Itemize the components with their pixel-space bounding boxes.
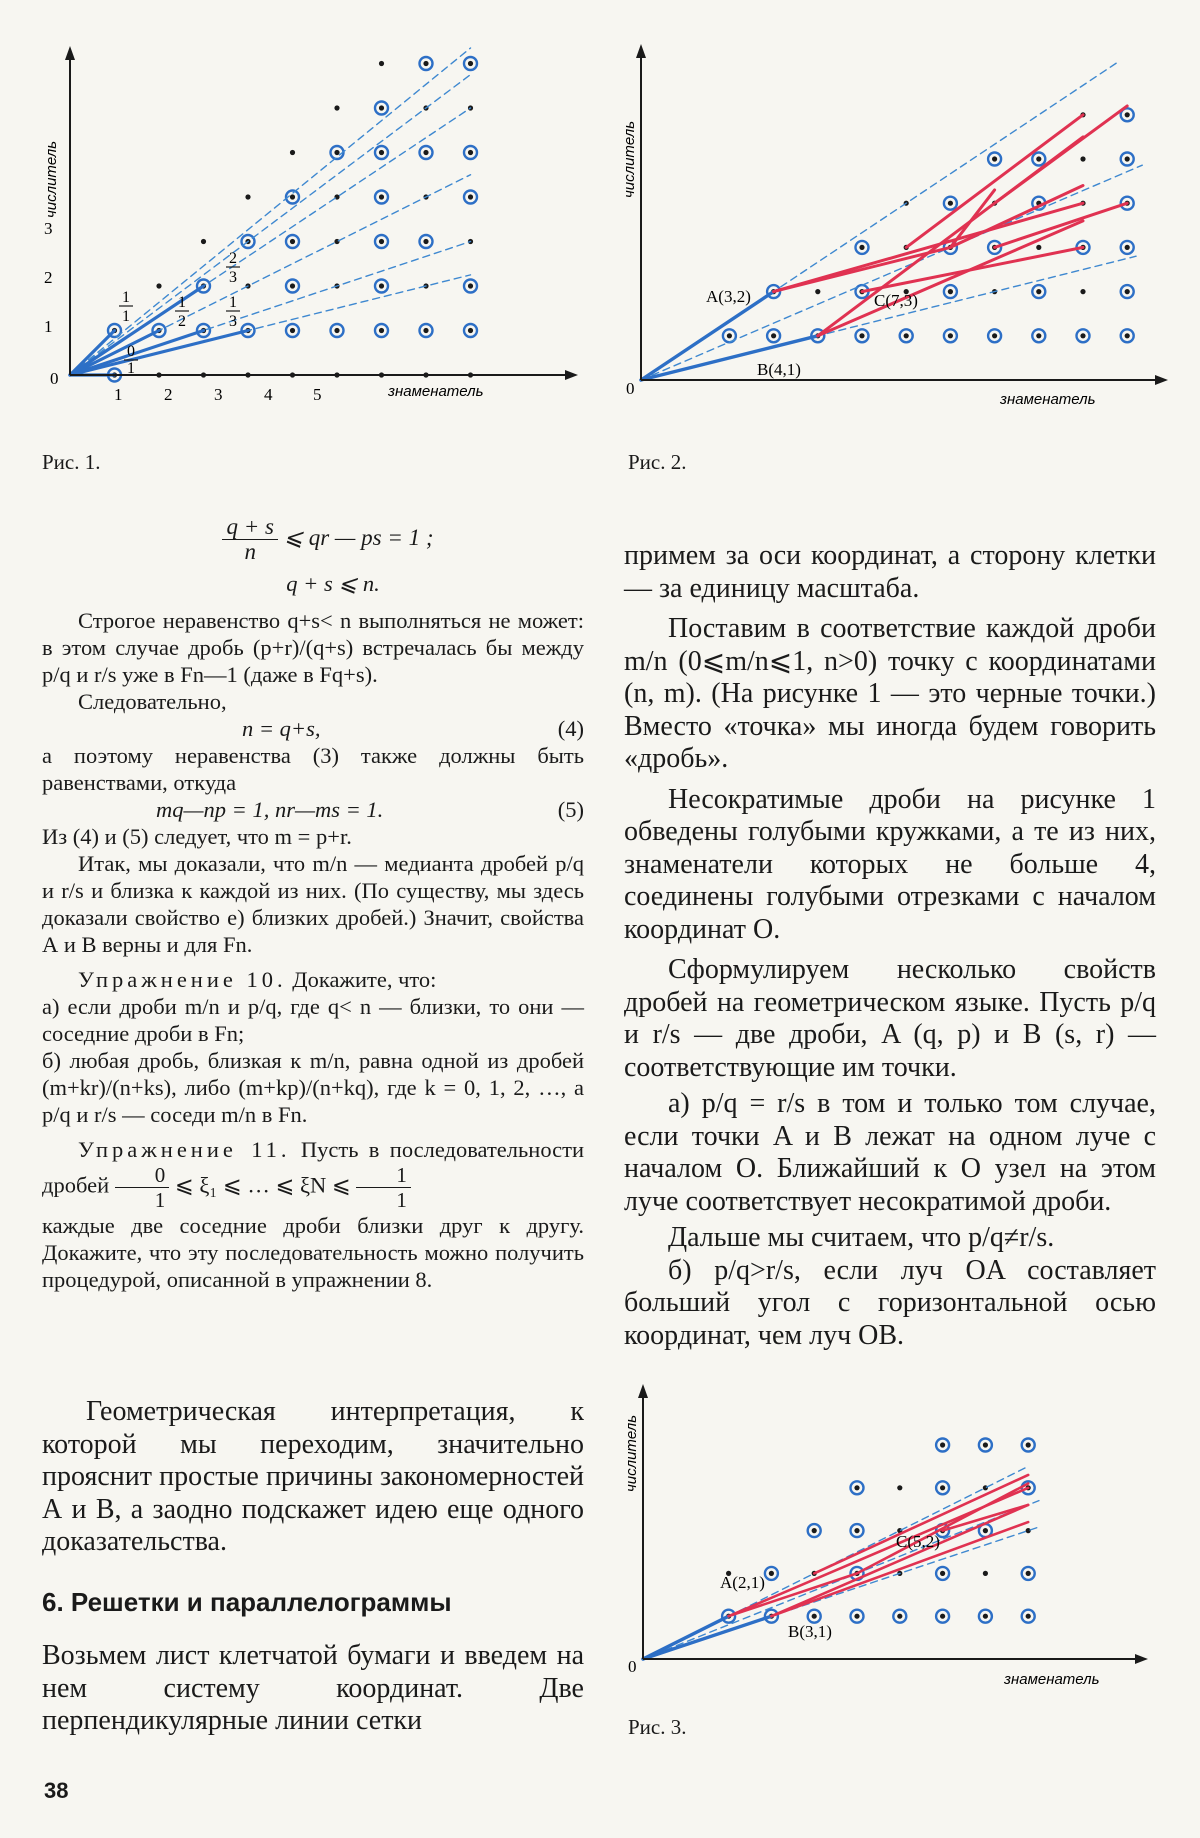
lattice-point: [290, 194, 295, 199]
lattice-point: [1080, 333, 1085, 338]
y-axis-arrow-icon: [638, 1384, 648, 1398]
frac-0-1-den: 1: [127, 360, 135, 377]
y-axis-label: числитель: [43, 140, 60, 218]
red-segment: [771, 1505, 1028, 1616]
red-segment: [814, 1475, 1028, 1573]
lattice-point: [334, 328, 339, 333]
lattice-point: [1080, 289, 1085, 294]
lattice-point: [940, 1442, 945, 1447]
point-c-label: C(7,3): [874, 291, 918, 310]
lattice-point: [423, 61, 428, 66]
exercise-10-a: а) если дроби m/n и p/q, где q< n — близки, то они — соседние дроби в Fn;: [42, 994, 584, 1046]
y-tick-1: 1: [44, 317, 53, 336]
lattice-point: [379, 61, 384, 66]
origin-label: 0: [50, 369, 59, 388]
point-c-label: C(5,2): [896, 1532, 940, 1551]
x-tick-5: 5: [313, 385, 322, 404]
frac-1-3-num: 1: [229, 294, 237, 311]
paragraph: а) p/q = r/s в том и только том случае, если точки A и B лежат на одном луче с началом O. Ближайший к O узел на этом луче соответствует несократимой дроби.: [624, 1088, 1156, 1217]
equation-1: $\frac{q + s}{n}$ ⩽ qr — ps = 1 ;: [72, 515, 584, 564]
y-tick-3: 3: [44, 219, 53, 238]
lattice-points: [108, 57, 477, 382]
lattice-point: [1026, 1442, 1031, 1447]
lattice-point: [1125, 333, 1130, 338]
lattice-point: [468, 61, 473, 66]
lattice-point: [1036, 156, 1041, 161]
x-tick-1: 1: [114, 385, 123, 404]
lattice-point: [727, 333, 732, 338]
frac-1-1-num: 1: [122, 289, 130, 306]
x-axis-arrow-icon: [565, 370, 578, 380]
figure-1: [30, 38, 590, 418]
frac-2-3-den: 3: [229, 269, 237, 286]
y-axis-arrow-icon: [636, 44, 646, 58]
frac-1-2-num: 1: [178, 294, 186, 311]
paragraph: Несократимые дроби на рисунке 1 обведены голубыми кружками, а те из них, знаменатели которых не больше 4, соединены голубыми отрезками с началом координат O.: [624, 783, 1156, 945]
paragraph: Дальше мы считаем, что p/q≠r/s.: [668, 1222, 1055, 1253]
parallelogram-lines: [641, 62, 1142, 380]
lattice-points: [722, 1439, 1035, 1623]
x-tick-2: 2: [164, 385, 173, 404]
left-column-final: [42, 1640, 584, 1738]
lattice-point: [1125, 112, 1130, 117]
paragraph: примем за оси координат, а сторону клетки — за единицу масштаба.: [624, 540, 1156, 604]
point-b-label: B(4,1): [757, 360, 801, 379]
fraction-rays: [70, 48, 471, 375]
lattice-point: [859, 333, 864, 338]
lattice-point: [468, 194, 473, 199]
exercise-10: Упражнение 10. Докажите, что:: [78, 967, 437, 992]
paragraph: каждые две соседние дроби близки друг к другу. Докажите, что эту последовательность можно получить процедурой, описанной в упражнении 8.: [42, 1213, 584, 1292]
lattice-point: [983, 1442, 988, 1447]
lattice-point: [290, 283, 295, 288]
lattice-point: [859, 245, 864, 250]
equation-4: n = q+s, (4): [242, 716, 584, 741]
lattice-point: [1125, 156, 1130, 161]
lattice-point: [290, 150, 295, 155]
lattice-point: [983, 1528, 988, 1533]
lattice-point: [992, 333, 997, 338]
lattice-point: [812, 1528, 817, 1533]
lattice-point: [854, 1485, 859, 1490]
y-axis-label: числитель: [623, 1414, 640, 1492]
frac-2-3-num: 2: [229, 250, 237, 267]
paragraph: Сформулируем несколько свойств дробей на геометрическом языке. Пусть p/q и r/s — две дроби, A (q, p) и B (s, r) — соответствующие им точки.: [624, 954, 1156, 1083]
frac-0-1-num: 0: [127, 343, 135, 360]
lattice-point: [379, 150, 384, 155]
point-b-label: B(3,1): [788, 1622, 832, 1641]
lattice-point: [423, 328, 428, 333]
page-number: 38: [44, 1778, 69, 1803]
red-segment: [950, 186, 1083, 248]
paragraph: а поэтому неравенства (3) также должны быть равенствами, откуда: [42, 743, 584, 795]
lattice-point: [334, 239, 339, 244]
lattice-point: [1026, 1614, 1031, 1619]
lattice-point: [245, 194, 250, 199]
red-segment: [862, 247, 1083, 291]
lattice-point: [1036, 245, 1041, 250]
lattice-point: [812, 1614, 817, 1619]
lattice-point: [897, 1614, 902, 1619]
point-a-label: A(2,1): [720, 1573, 765, 1592]
equation-5: mq—np = 1, nr—ms = 1. (5): [156, 797, 584, 822]
lattice-point: [948, 289, 953, 294]
frac-1-3-den: 3: [229, 313, 237, 330]
lattice-point: [1125, 289, 1130, 294]
y-axis-label: числитель: [621, 120, 638, 198]
lattice-point: [769, 1571, 774, 1576]
lattice-point: [940, 1485, 945, 1490]
left-column-bottom: [42, 1396, 584, 1559]
red-segment: [857, 1484, 1028, 1574]
lattice-point: [468, 150, 473, 155]
x-tick-4: 4: [264, 385, 273, 404]
lattice-point: [334, 105, 339, 110]
origin-label: 0: [628, 1657, 637, 1676]
paragraph: Геометрическая интерпретация, к которой мы переходим, значительно прояснит простые причины закономерностей А и В, а заодно подскажет идею еще одного доказательства.: [42, 1396, 584, 1557]
lattice-point: [983, 1614, 988, 1619]
equation-2: q + s ⩽ n.: [286, 571, 380, 596]
y-tick-2: 2: [44, 268, 53, 287]
parallelogram-lines: [643, 1466, 1041, 1659]
origin-label: 0: [626, 379, 635, 398]
paragraph: б) p/q>r/s, если луч OA составляет больший угол с горизонтальной осью координат, чем луч OB.: [624, 1254, 1156, 1351]
dashed-ray-c: [641, 165, 1142, 380]
red-segment: [995, 106, 1128, 203]
lattice-point: [1036, 333, 1041, 338]
lattice-point: [854, 1614, 859, 1619]
lattice-point: [468, 328, 473, 333]
x-axis-arrow-icon: [1155, 375, 1168, 385]
lattice-point: [379, 283, 384, 288]
lattice-point: [904, 333, 909, 338]
lattice-point: [854, 1528, 859, 1533]
lattice-point: [379, 328, 384, 333]
paragraph: Строгое неравенство q+s< n выполняться не может: в этом случае дробь (p+r)/(q+s) встречалась бы между p/q и r/s уже в Fn—1 (даже в Fq+s).: [42, 608, 584, 687]
exercise-11: Упражнение 11. Пусть в последовательности дробей $\frac{0}{1}$ ⩽ ξ₁ ⩽ … ⩽ ξN ⩽ $\frac{1}{1}$: [42, 1137, 584, 1212]
lattice-point: [1036, 289, 1041, 294]
lattice-point: [983, 1571, 988, 1576]
lattice-point: [1080, 156, 1085, 161]
lattice-point: [290, 328, 295, 333]
exercise-10-b: б) любая дробь, близкая к m/n, равна одной из дробей (m+kr)/(n+ks), либо (m+kp)/(n+kq), где k = 0, 1, 2, …, а p/q и r/s — соседи m/n в Fn.: [42, 1048, 584, 1127]
dashed-ray: [70, 48, 471, 375]
x-axis-label: знаменатель: [388, 383, 484, 400]
figure-1-caption: Рис. 1.: [42, 450, 101, 474]
lattice-point: [201, 239, 206, 244]
right-column: [624, 540, 1156, 1352]
paragraph: Следовательно,: [78, 689, 227, 714]
figure-2: [620, 38, 1180, 418]
lattice-point: [290, 239, 295, 244]
lattice-point: [983, 1485, 988, 1490]
x-axis-label: знаменатель: [1004, 1671, 1100, 1688]
lattice-point: [1125, 245, 1130, 250]
frac-1-1-den: 1: [122, 308, 130, 325]
segment-oa: [643, 1616, 729, 1659]
lattice-point: [156, 283, 161, 288]
lattice-point: [948, 333, 953, 338]
lattice-point: [992, 156, 997, 161]
figure-2-caption: Рис. 2.: [628, 450, 687, 474]
lattice-point: [948, 201, 953, 206]
paragraph: Возьмем лист клетчатой бумаги и введем на нем систему координат. Две перпендикулярные линии сетки: [42, 1640, 584, 1736]
paragraph: Итак, мы доказали, что m/n — медианта дробей p/q и r/s и близка к каждой из них. (По существу, мы здесь доказали свойство е) близких дробей.) Значит, свойства А и В верны и для Fn.: [42, 851, 584, 957]
figure-3: [620, 1382, 1160, 1692]
dashed-ray: [70, 75, 471, 375]
frac-1-2-den: 2: [178, 313, 186, 330]
segment-ob: [643, 1616, 771, 1659]
lattice-point: [940, 1614, 945, 1619]
lattice-point: [771, 333, 776, 338]
lattice-point: [1026, 1571, 1031, 1576]
point-a-label: A(3,2): [706, 287, 751, 306]
lattice-point: [815, 289, 820, 294]
x-tick-3: 3: [214, 385, 223, 404]
lattice-point: [379, 194, 384, 199]
lattice-point: [379, 105, 384, 110]
x-axis-label: знаменатель: [1000, 391, 1096, 408]
lattice-point: [897, 1485, 902, 1490]
y-axis-arrow-icon: [65, 46, 75, 60]
x-axis-arrow-icon: [1135, 1654, 1148, 1664]
lattice-point: [940, 1571, 945, 1576]
left-column-top: [42, 515, 584, 1293]
lattice-point: [334, 150, 339, 155]
paragraph: Поставим в соответствие каждой дроби m/n (0⩽m/n⩽1, n>0) точку с координатами (n, m). (На рисунке 1 — это черные точки.) Вместо «точка» мы иногда будем говорить «дробь».: [624, 613, 1156, 774]
figure-3-caption: Рис. 3.: [628, 1715, 687, 1739]
lattice-point: [379, 239, 384, 244]
lattice-point: [423, 239, 428, 244]
lattice-point: [468, 283, 473, 288]
section-heading: 6. Решетки и параллелограммы: [42, 1587, 452, 1617]
paragraph: Из (4) и (5) следует, что m = p+r.: [42, 824, 352, 849]
lattice-point: [423, 150, 428, 155]
